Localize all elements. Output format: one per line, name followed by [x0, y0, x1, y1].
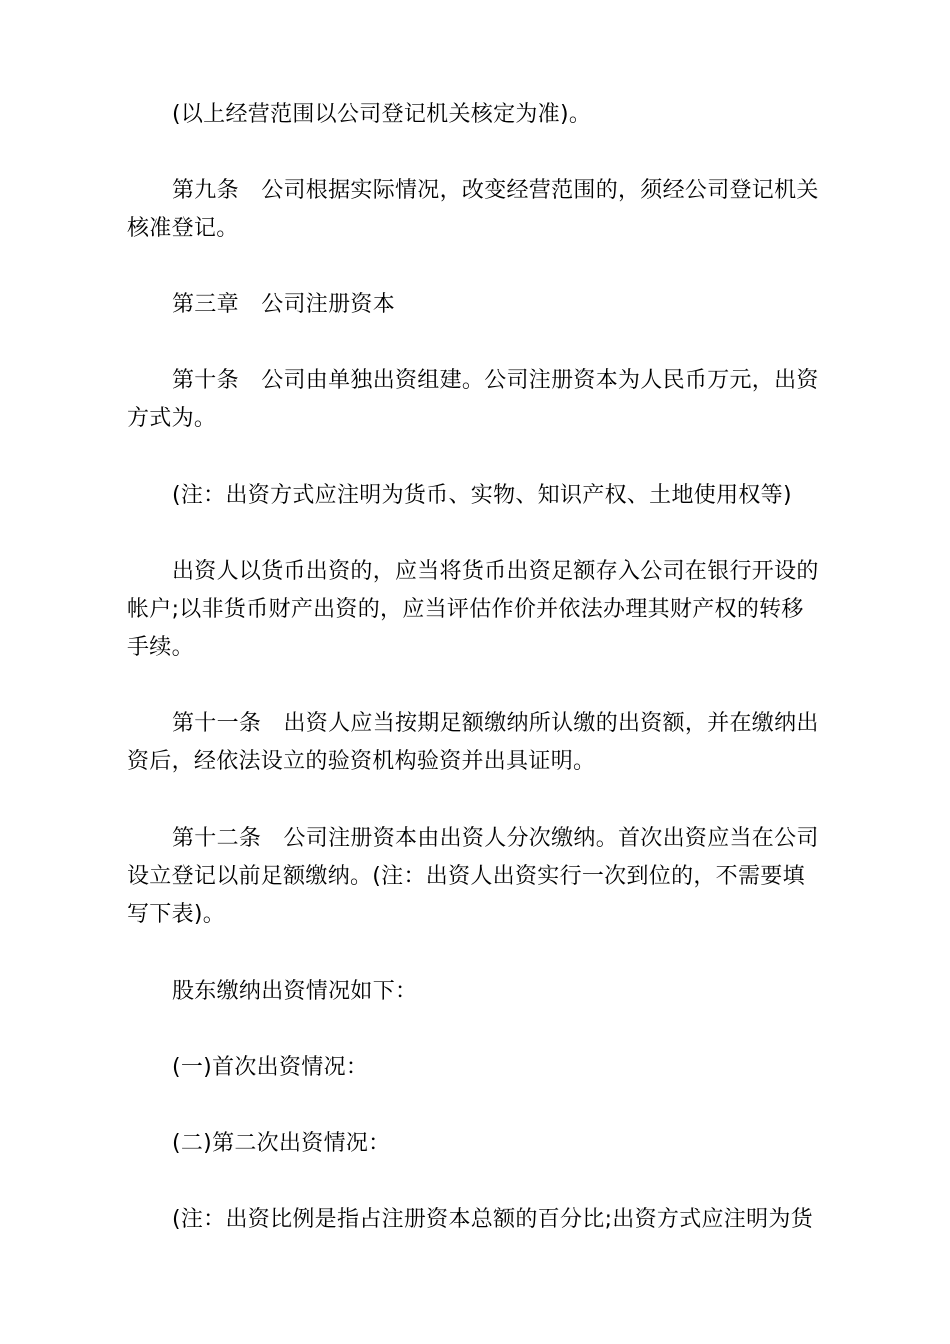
paragraph-article-10	[127, 362, 827, 438]
text-line: 第十二条 公司注册资本由出资人分次缴纳。首次出资应当在公司	[172, 826, 819, 851]
text-line: (二)第二次出资情况：	[172, 1131, 391, 1156]
chapter-heading-3	[127, 286, 827, 324]
paragraph-contribution-method-note	[127, 477, 827, 515]
text-line: (以上经营范围以公司登记机关核定为准)。	[172, 102, 592, 127]
text-line: (注：出资方式应注明为货币、实物、知识产权、土地使用权等)	[172, 483, 792, 508]
paragraph-first-contribution	[127, 1049, 827, 1087]
text-line: 资后，经依法设立的验资机构验资并出具证明。	[127, 749, 596, 774]
text-line: (注：出资比例是指占注册资本总额的百分比;出资方式应注明为货	[172, 1207, 813, 1232]
text-line: 方式为。	[127, 406, 217, 431]
text-line: (一)首次出资情况：	[172, 1055, 369, 1080]
paragraph-second-contribution	[127, 1125, 827, 1163]
paragraph-cash-contribution	[127, 553, 827, 667]
paragraph-shareholder-contributions	[127, 973, 827, 1011]
text-line: 第十一条 出资人应当按期足额缴纳所认缴的出资额，并在缴纳出	[172, 711, 819, 736]
paragraph-article-9	[127, 172, 827, 248]
text-line: 出资人以货币出资的，应当将货币出资足额存入公司在银行开设的	[172, 559, 819, 584]
text-line: 帐户;以非货币财产出资的，应当评估作价并依法办理其财产权的转移	[127, 597, 804, 622]
paragraph-business-scope-note	[127, 96, 827, 134]
text-line: 第十条 公司由单独出资组建。公司注册资本为人民币万元，出资	[172, 368, 819, 393]
text-line: 写下表)。	[127, 902, 226, 927]
paragraph-article-12	[127, 820, 827, 934]
text-line: 核准登记。	[127, 216, 239, 241]
text-line: 股东缴纳出资情况如下：	[172, 979, 418, 1004]
paragraph-contribution-ratio-note	[127, 1201, 827, 1239]
text-line: 手续。	[127, 635, 194, 660]
text-line: 设立登记以前足额缴纳。(注：出资人出资实行一次到位的，不需要填	[127, 864, 805, 889]
paragraph-article-11	[127, 705, 827, 781]
text-line: 第三章 公司注册资本	[172, 292, 396, 317]
text-line: 第九条 公司根据实际情况，改变经营范围的，须经公司登记机关	[172, 178, 819, 203]
